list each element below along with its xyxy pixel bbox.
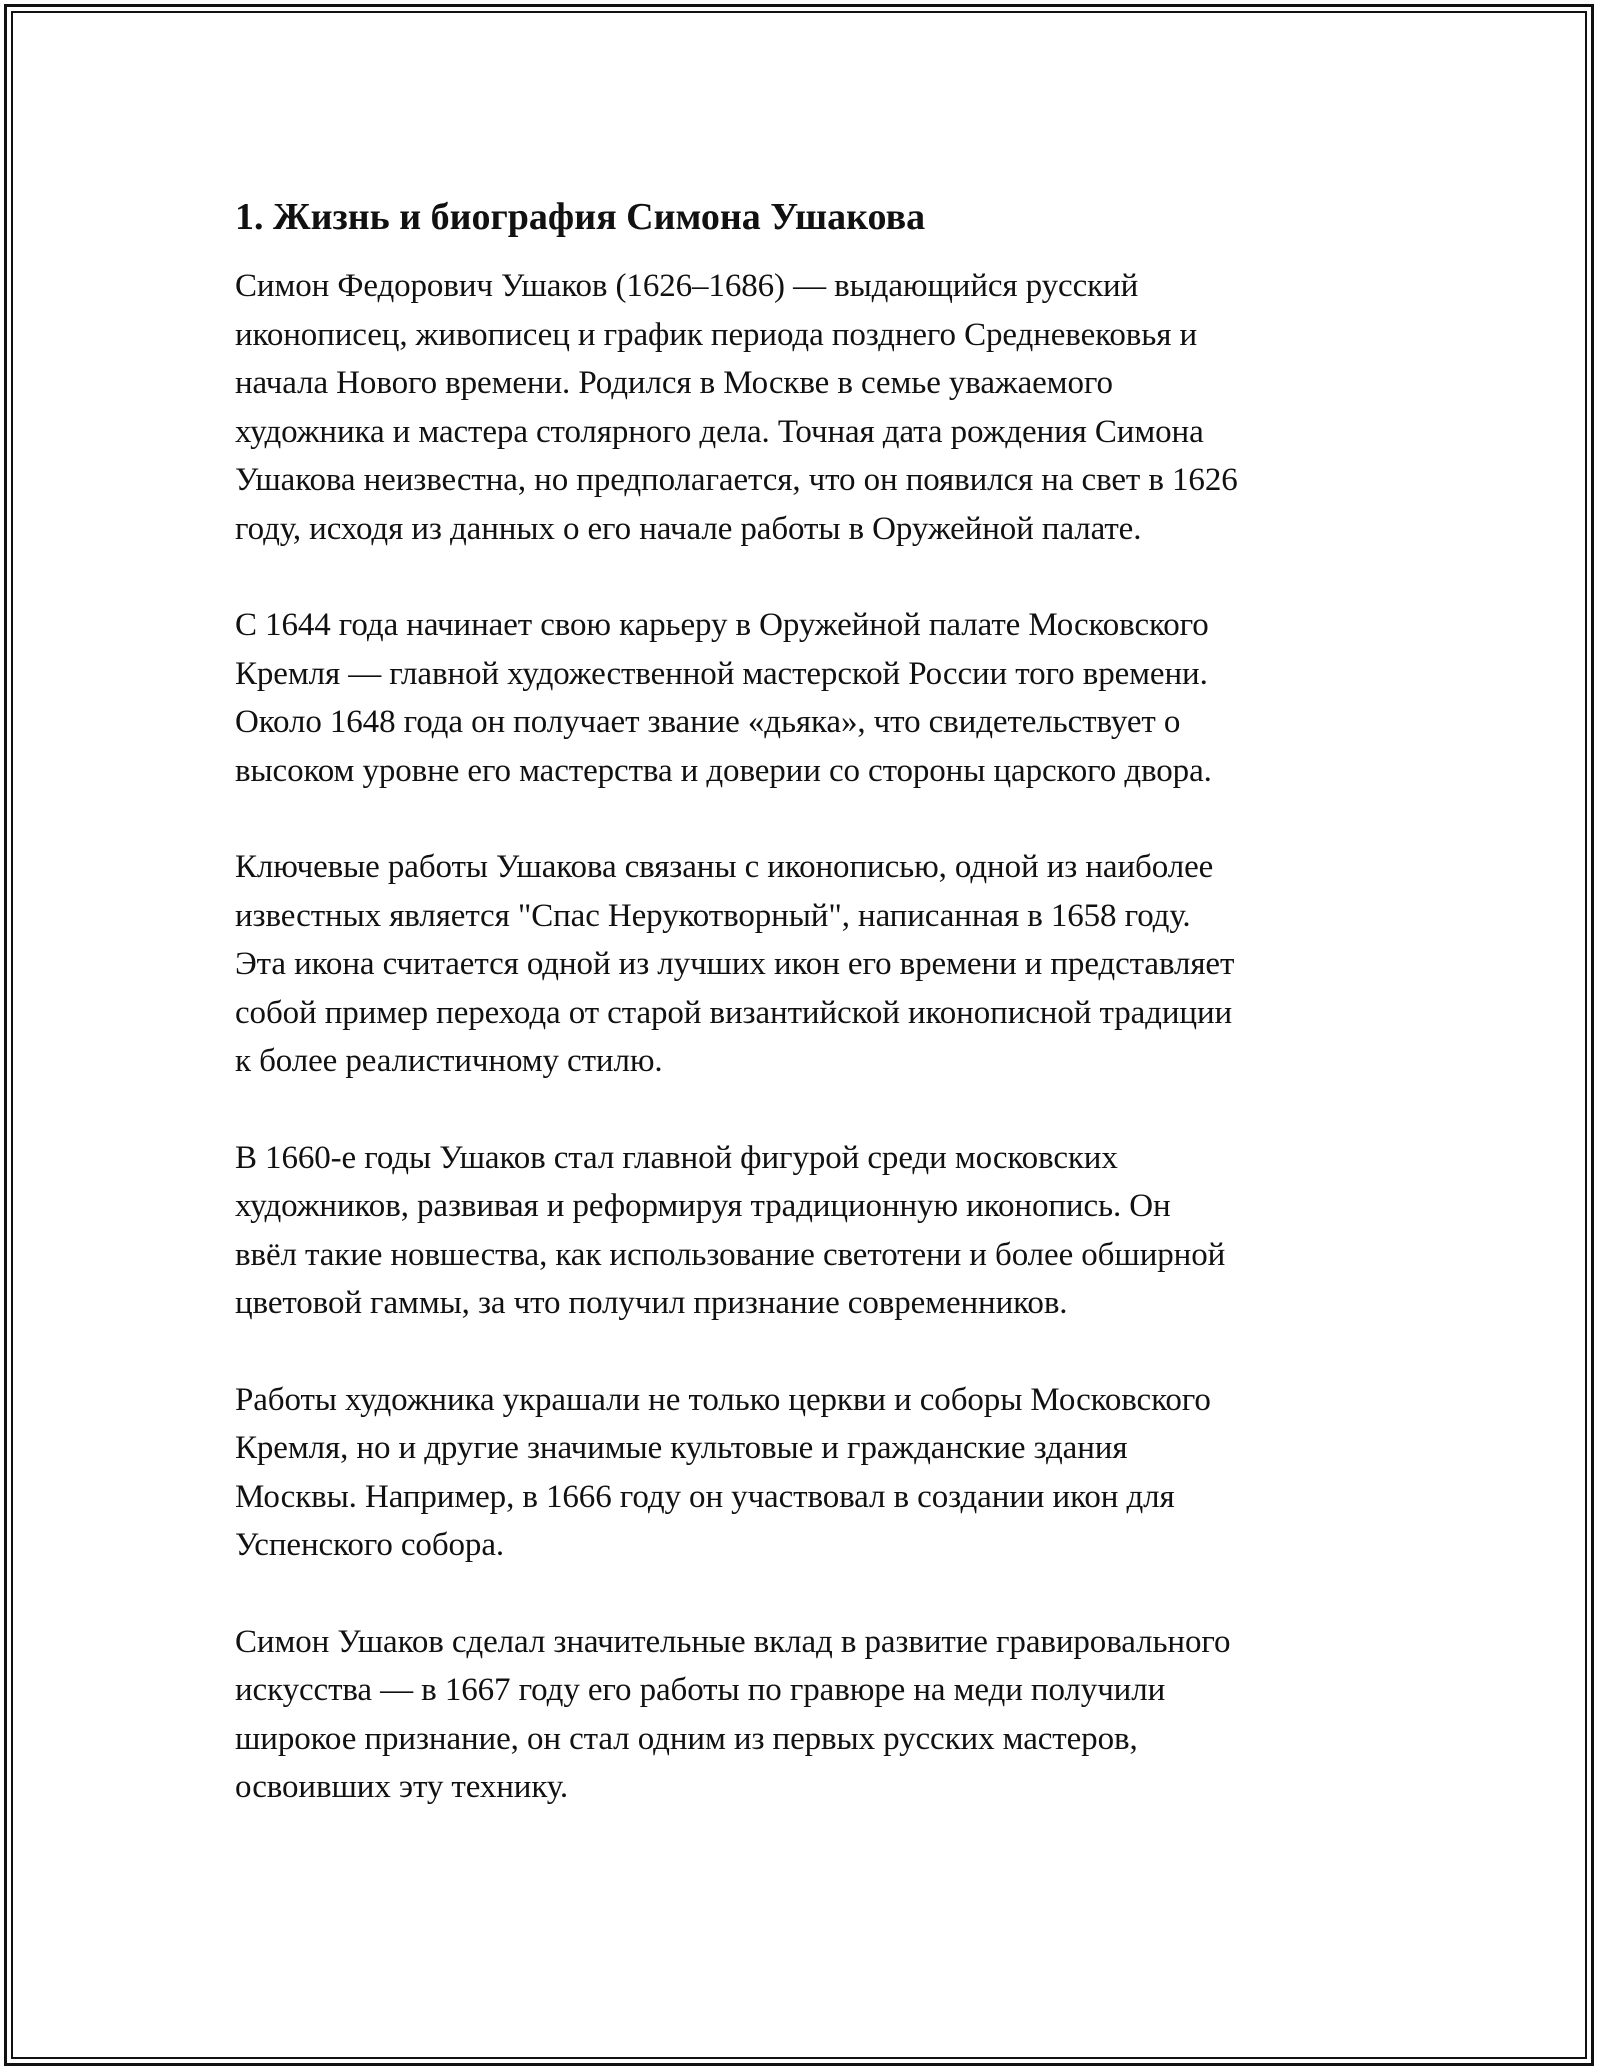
text-line: высоком уровне его мастерства и доверии со стороны царского двора. xyxy=(235,752,1212,789)
text-line: Успенского собора. xyxy=(235,1527,505,1563)
paragraph-armory-career xyxy=(235,601,1375,795)
text-line: Москвы. Например, в 1666 году он участвовал в создании икон для xyxy=(235,1478,1175,1515)
document-body xyxy=(235,188,1375,1860)
section-heading: 1. Жизнь и биография Симона Ушакова xyxy=(235,196,926,238)
text-line: собой пример перехода от старой византийской иконописной традиции xyxy=(235,994,1233,1031)
paragraph-1660s-reform xyxy=(235,1134,1375,1328)
paragraph-key-works xyxy=(235,843,1375,1086)
text-line: Кремля, но и другие значимые культовые и гражданские здания xyxy=(235,1430,1128,1466)
paragraph-churches-works xyxy=(235,1376,1375,1570)
text-line: Кремля — главной художественной мастерской России того времени. xyxy=(235,655,1208,692)
paragraph-engraving xyxy=(235,1618,1375,1812)
text-line: году, исходя из данных о его начале работы в Оружейной палате. xyxy=(235,510,1142,547)
text-line: искусства — в 1667 году его работы по гравюре на меди получили xyxy=(235,1672,1166,1708)
text-line: Работы художника украшали не только церкви и соборы Московского xyxy=(235,1381,1211,1418)
text-line: широкое признание, он стал одним из первых русских мастеров, xyxy=(235,1720,1138,1757)
text-line: цветовой гаммы, за что получил признание современников. xyxy=(235,1285,1068,1321)
text-line: Ушакова неизвестна, но предполагается, что он появился на свет в 1626 xyxy=(235,462,1238,498)
text-line: В 1660-е годы Ушаков стал главной фигурой среди московских xyxy=(235,1139,1118,1176)
text-line: Около 1648 года он получает звание «дьяка», что свидетельствует о xyxy=(235,704,1181,740)
text-line: начала Нового времени. Родился в Москве в семье уважаемого xyxy=(235,365,1113,401)
text-line: художника и мастера столярного дела. Точная дата рождения Симона xyxy=(235,413,1204,450)
text-line: иконописец, живописец и график периода позднего Средневековья и xyxy=(235,316,1198,353)
text-line: к более реалистичному стилю. xyxy=(235,1043,663,1079)
paragraph-biography-intro xyxy=(235,262,1375,553)
text-line: Симон Федорович Ушаков (1626–1686) — выдающийся русский xyxy=(235,268,1139,304)
text-line: Ключевые работы Ушакова связаны с иконописью, одной из наиболее xyxy=(235,849,1214,885)
text-line: Симон Ушаков сделал значительные вклад в развитие гравировального xyxy=(235,1623,1231,1660)
text-line: освоивших эту технику. xyxy=(235,1769,569,1805)
text-line: С 1644 года начинает свою карьеру в Оружейной палате Московского xyxy=(235,607,1209,643)
text-line: Эта икона считается одной из лучших икон его времени и представляет xyxy=(235,946,1235,982)
text-line: ввёл такие новшества, как использование светотени и более обширной xyxy=(235,1236,1226,1273)
text-line: художников, развивая и реформируя традиционную иконопись. Он xyxy=(235,1188,1171,1224)
text-line: известных является "Спас Нерукотворный", написанная в 1658 году. xyxy=(235,897,1191,934)
